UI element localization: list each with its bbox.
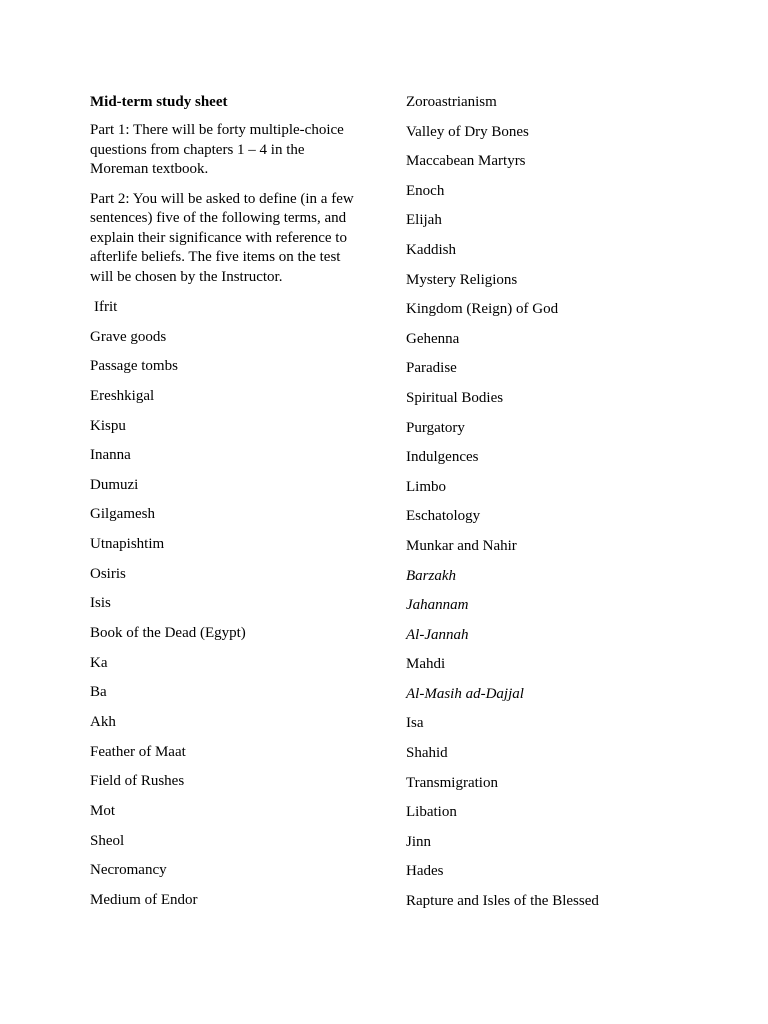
term-item: Passage tombs — [90, 358, 178, 375]
term-item: Ka — [90, 654, 108, 671]
left-term-list — [90, 297, 365, 910]
term-item: Libation — [406, 804, 457, 821]
part-1-paragraph: Part 1: There will be forty multiple-choice questions from chapters 1 – 4 in the Moreman textbook. — [90, 122, 344, 177]
term-item: Feather of Maat — [90, 743, 186, 760]
term-item: Enoch — [406, 182, 445, 199]
term-item: Akh — [90, 713, 116, 730]
term-item: Maccabean Martyrs — [406, 153, 526, 170]
term-item: Isis — [90, 595, 111, 612]
document-title: Mid-term study sheet — [90, 94, 228, 110]
term-item: Indulgences — [406, 449, 479, 466]
term-item: Al-Jannah — [406, 626, 469, 643]
term-item: Hades — [406, 863, 444, 880]
right-term-list — [406, 92, 706, 911]
term-item: Mystery Religions — [406, 271, 518, 288]
right-column — [406, 92, 706, 921]
term-item: Paradise — [406, 360, 457, 377]
term-item: Ba — [90, 684, 107, 701]
term-item: Valley of Dry Bones — [406, 123, 529, 140]
term-item: Al-Masih ad-Dajjal — [406, 685, 524, 702]
left-column — [90, 92, 365, 919]
part-2-paragraph: Part 2: You will be asked to define (in a few sentences) five of the following terms, and explain their significance with reference to afterlife beliefs. The five items on the test will be chosen by the Instructor. — [90, 190, 354, 285]
term-item: Inanna — [90, 447, 131, 464]
term-item: Gehenna — [406, 330, 460, 347]
term-item: Elijah — [406, 212, 442, 229]
term-item: Ifrit — [94, 299, 118, 315]
term-item: Ereshkigal — [90, 387, 155, 404]
term-item: Eschatology — [406, 508, 481, 525]
term-item: Barzakh — [406, 567, 456, 584]
term-item: Gilgamesh — [90, 506, 155, 523]
term-item: Mahdi — [406, 656, 446, 673]
term-item: Zoroastrianism — [406, 94, 497, 110]
term-item: Jinn — [406, 833, 432, 850]
term-item: Purgatory — [406, 419, 465, 436]
term-item: Kispu — [90, 417, 126, 434]
term-item: Osiris — [90, 565, 126, 582]
term-item: Transmigration — [406, 774, 498, 791]
term-item: Munkar and Nahir — [406, 537, 517, 554]
term-item: Kingdom (Reign) of God — [406, 301, 559, 318]
term-item: Limbo — [406, 478, 446, 495]
term-item: Spiritual Bodies — [406, 389, 504, 406]
term-item: Field of Rushes — [90, 773, 185, 790]
term-item: Jahannam — [406, 597, 469, 614]
term-item: Kaddish — [406, 241, 456, 258]
term-item: Dumuzi — [90, 476, 139, 493]
term-item: Grave goods — [90, 328, 167, 345]
term-item: Mot — [90, 802, 116, 819]
term-item: Isa — [406, 715, 424, 732]
term-item: Book of the Dead (Egypt) — [90, 625, 246, 642]
term-item: Shahid — [406, 745, 448, 762]
term-item: Sheol — [90, 832, 125, 849]
term-item: Utnapishtim — [90, 536, 165, 553]
term-item: Medium of Endor — [90, 891, 198, 908]
term-item: Rapture and Isles of the Blessed — [406, 893, 599, 910]
term-item: Necromancy — [90, 862, 167, 879]
